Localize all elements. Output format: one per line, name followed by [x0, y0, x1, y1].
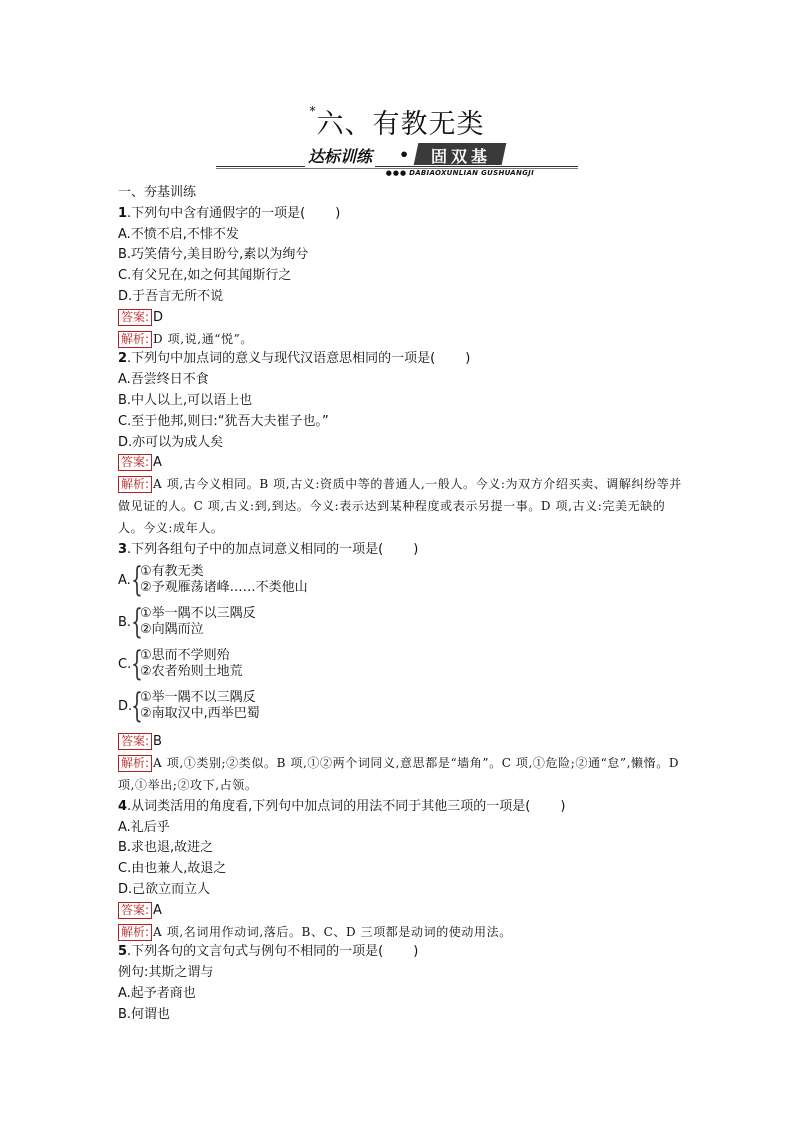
brace-icon: { — [131, 560, 143, 601]
question-2-option-a: A.吾尝终日不食 — [118, 372, 209, 388]
question-1-option-b: B.巧笑倩兮,美目盼兮,素以为绚兮 — [118, 247, 309, 263]
content — [118, 183, 683, 1026]
question-1-stem: 1.下列句中含有通假字的一项是( ) — [118, 205, 341, 221]
question-3-explain: 解析: A 项,①类别;②类似。B 项,①②两个词同义,意思都是“墙角”。C 项,①危险;②通“怠”,懒惰。D 项,①举出;②攻下,占领。 — [118, 756, 680, 792]
question-2-option-b: B.中人以上,可以语上也 — [118, 392, 253, 408]
question-3-answer: 答案: B — [118, 732, 683, 753]
question-4-option-a: A.礼后乎 — [118, 819, 170, 835]
question-1-answer: 答案: D — [118, 308, 683, 329]
question-3-option-b: B. { ①举一隅不以三隅反 ②向隅而泣 — [118, 602, 256, 643]
question-3-option-a: A. { ①有教无类 ②予观雁荡诸峰……不类他山 — [118, 560, 308, 601]
question-4-stem: 4.从词类活用的角度看,下列句中加点词的用法不同于其他三项的一项是( ) — [118, 798, 566, 814]
question-2-option-d: D.亦可以为成人矣 — [118, 434, 224, 450]
banner-rule — [216, 166, 578, 167]
banner-lead: 达标训练 — [305, 144, 375, 167]
question-3-option-c: C. { ①思而不学则殆 ②农者殆则土地荒 — [118, 644, 243, 685]
question-1-option-a: A.不愤不启,不悱不发 — [118, 226, 239, 242]
question-5-stem: 5.下列各句的文言句式与例句不相同的一项是( ) — [118, 944, 419, 960]
question-1-option-d: D.于吾言无所不说 — [118, 288, 224, 304]
answer-tag: 答案: — [118, 309, 152, 326]
question-1-explain: 解析: D 项,说,通“悦”。 — [118, 329, 683, 350]
brace-icon: { — [131, 602, 143, 643]
question-5-option-b: B.何谓也 — [118, 1006, 171, 1022]
question-1-option-c: C.有父兄在,如之何其闻斯行之 — [118, 268, 292, 284]
explain-tag: 解析: — [118, 331, 152, 348]
brace-icon: { — [131, 644, 143, 685]
banner-pinyin-text: DABIAOXUNLIAN GUSHUANGJI — [409, 169, 534, 177]
banner-pinyin — [386, 169, 534, 177]
explain-tag: 解析: — [118, 476, 152, 493]
question-5-example: 例句:其斯之谓与 — [118, 965, 214, 981]
question-2-explain: 解析: A 项,古今义相同。B 项,古义:资质中等的普通人,一般人。今义:为双方介绍买卖、调解纠纷等并做见证的人。C 项,古义:到,到达。今义:表示达到某种程度或表示另提一事。D 项,古义:完美无缺的人。今义:成年人。 — [118, 477, 682, 535]
question-4-option-b: B.求也退,故进之 — [118, 840, 214, 856]
title-star: * — [309, 104, 317, 118]
question-2-stem: 2.下列句中加点词的意义与现代汉语意思相同的一项是( ) — [118, 351, 471, 367]
question-2-answer: 答案: A — [118, 453, 683, 474]
question-4-option-d: D.己欲立而立人 — [118, 881, 211, 897]
answer-tag: 答案: — [118, 902, 152, 919]
question-5-option-a: A.起予者商也 — [118, 985, 196, 1001]
brace-icon: { — [131, 686, 143, 727]
section-heading: 一、夯基训练 — [118, 185, 197, 200]
explain-tag: 解析: — [118, 755, 152, 772]
banner-dots: ●●● — [385, 169, 408, 177]
question-3-option-d: D. { ①举一隅不以三隅反 ②南取汉中,西举巴蜀 — [118, 686, 260, 727]
answer-tag: 答案: — [118, 454, 152, 471]
section-banner — [216, 142, 578, 180]
question-4-answer: 答案: A — [118, 901, 683, 922]
answer-tag: 答案: — [118, 733, 152, 750]
explain-tag: 解析: — [118, 924, 152, 941]
question-2-option-c: C.至于他邦,则曰:“犹吾大夫崔子也。” — [118, 413, 329, 429]
title-text: 六、有教无类 — [316, 109, 485, 140]
page-title — [0, 102, 794, 141]
question-4-explain: 解析: A 项,名词用作动词,落后。B、C、D 三项都是动词的使动用法。 — [118, 922, 683, 943]
question-3-stem: 3.下列各组句子中的加点词意义相同的一项是( ) — [118, 541, 419, 557]
banner-box-text: 固双基 — [430, 147, 491, 166]
question-4-option-c: C.由也兼人,故退之 — [118, 861, 227, 877]
banner-dot: • — [399, 145, 410, 164]
